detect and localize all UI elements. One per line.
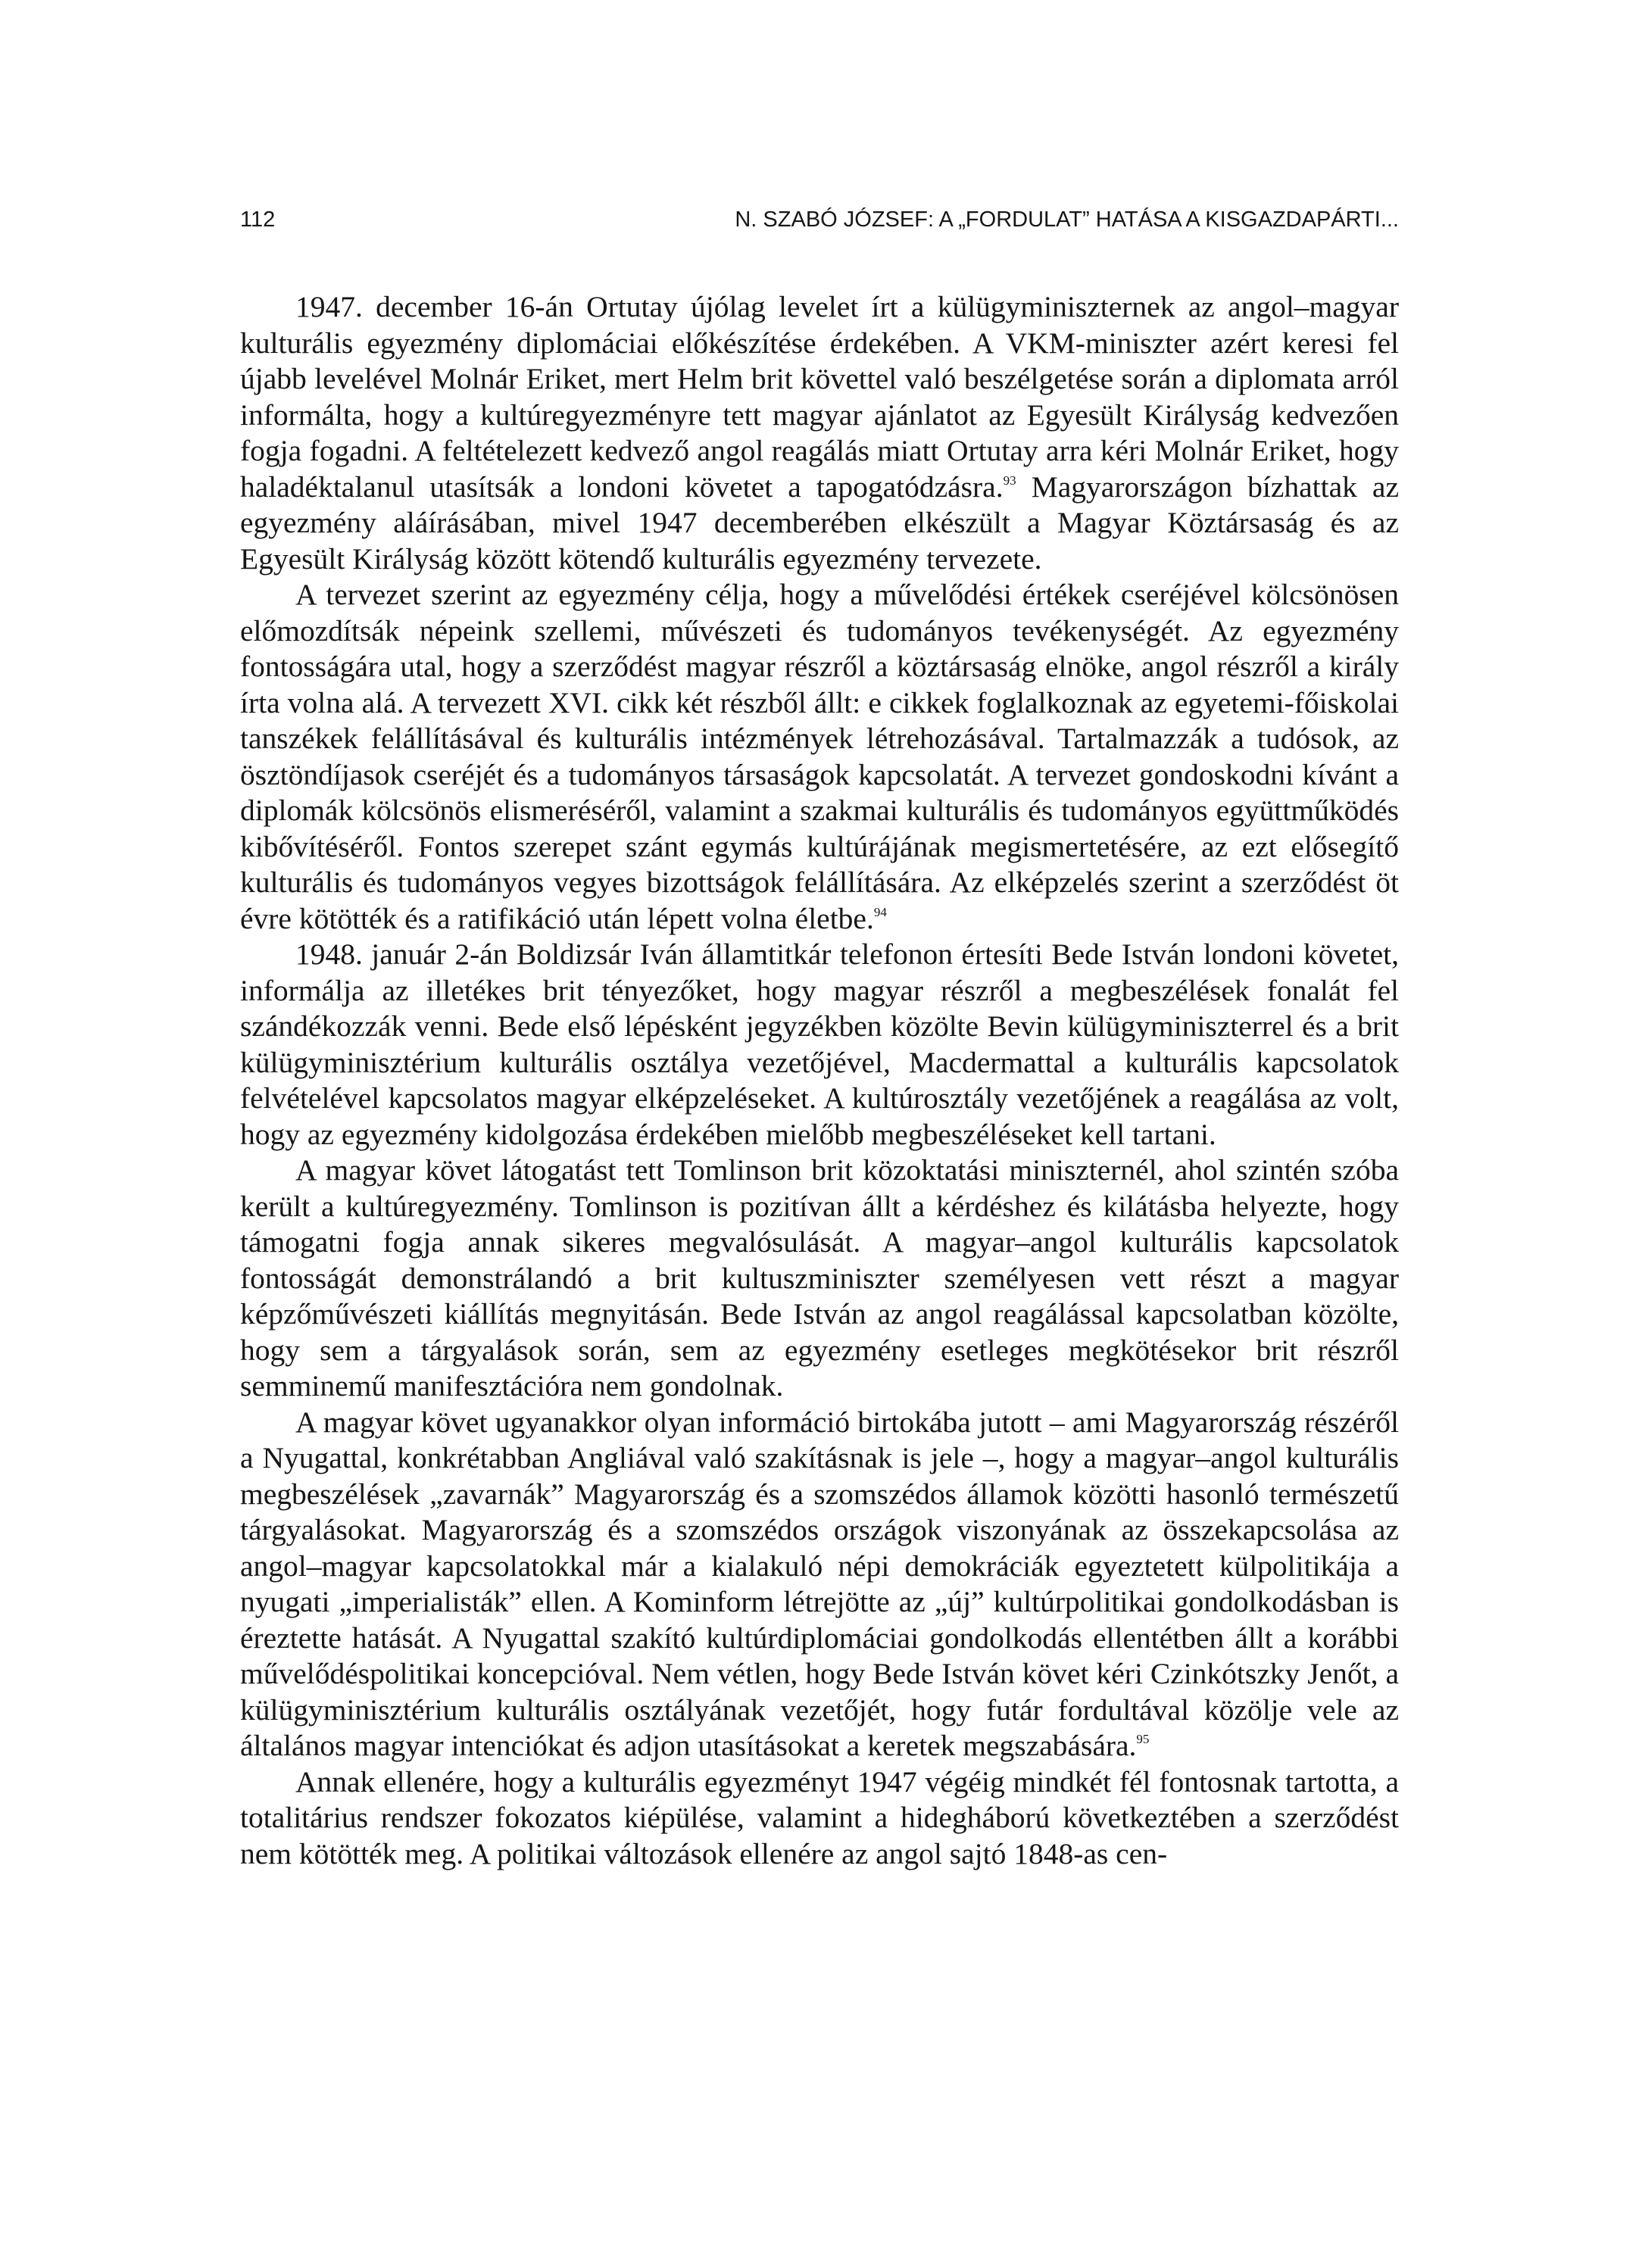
paragraph xyxy=(240,937,1399,1153)
paragraph-text: 1948. január 2-án Boldizsár Iván államtitkár telefonon értesíti Bede István londoni követet, informálja az illetékes brit tényezőket, hogy magyar részről a megbeszélések fonalát fel szándékozzák venni. Bede első lépésként jegyzékben közölte Bevin külügyminiszterrel és a brit külügyminisztérium kulturális osztálya vezetőjével, Macdermattal a kulturális kapcsolatok felvételével kapcsolatos magyar elképzeléseket. A kultúrosztály vezetőjének a reagálása az volt, hogy az egyezmény kidolgozása érdekében mielőbb megbeszéléseket kell tartani. xyxy=(240,937,1399,1151)
paragraph xyxy=(240,1405,1399,1764)
paragraph-text: Annak ellenére, hogy a kulturális egyezményt 1947 végéig mindkét fél fontosnak tartotta, a totalitárius rendszer fokozatos kiépülése, valamint a hidegháború következtében a szerződést nem kötötték meg. A politikai változások ellenére az angol sajtó 1848-as cen- xyxy=(240,1764,1399,1870)
paragraph-text: A magyar követ ugyanakkor olyan információ birtokába jutott – ami Magyarország részéről a Nyugattal, konkrétabban Angliával való szakításnak is jele –, hogy a magyar–angol kulturális megbeszélések „zavarnák” Magyarország és a szomszédos államok közötti hasonló természetű tárgyalásokat. Magyarország és a szomszédos országok viszonyának az összekapcsolása az angol–magyar kapcsolatokkal már a kialakuló népi demokráciák egyeztetett külpolitikája a nyugati „imperialisták” ellen. A Kominform létrejötte az „új” kultúrpolitikai gondolkodásban is éreztette hatását. A Nyugattal szakító kultúrdiplomáciai gondolkodás ellentétben állt a korábbi művelődéspolitikai koncepcióval. Nem vétlen, hogy Bede István követ kéri Czinkótszky Jenőt, a külügyminisztérium kulturális osztályának vezetőjét, hogy futár fordultával közölje vele az általános magyar intenciókat és adjon utasításokat a keretek megszabására. xyxy=(240,1405,1399,1762)
body-text xyxy=(240,289,1399,1872)
paragraph xyxy=(240,1153,1399,1405)
paragraph xyxy=(240,1764,1399,1873)
paragraph xyxy=(240,289,1399,577)
footnote-ref: 93 xyxy=(1003,473,1016,488)
page-number: 112 xyxy=(240,207,276,232)
paragraph-text-cont: Magyarországon bízhattak az egyezmény aláírásában, mivel 1947 decemberében elkészült a Magyar Köztársaság és az Egyesült Királyság között kötendő kulturális egyezmény tervezete. xyxy=(240,470,1399,576)
paragraph-text: A magyar követ látogatást tett Tomlinson brit közoktatási miniszternél, ahol szintén szóba került a kultúregyezmény. Tomlinson is pozitívan állt a kérdéshez és kilátásba helyezte, hogy támogatni fogja annak sikeres megvalósulását. A magyar–angol kulturális kapcsolatok fontosságát demonstrálandó a brit kultuszminiszter személyesen vett részt a magyar képzőművészeti kiállítás megnyitásán. Bede István az angol reagálással kapcsolatban közölte, hogy sem a tárgyalások során, sem az egyezmény esetleges megkötésekor brit részről semminemű manifesztációra nem gondolnak. xyxy=(240,1153,1399,1402)
running-head: N. SZABÓ JÓZSEF: A „FORDULAT” HATÁSA A KISGAZDAPÁRTI... xyxy=(735,207,1399,232)
paragraph-text: A tervezet szerint az egyezmény célja, hogy a művelődési értékek cseréjével kölcsönösen előmozdítsák népeink szellemi, művészeti és tudományos tevékenységét. Az egyezmény fontosságára utal, hogy a szerződést magyar részről a köztársaság elnöke, angol részről a király írta volna alá. A tervezett XVI. cikk két részből állt: e cikkek foglalkoznak az egyetemi-főiskolai tanszékek felállításával és kulturális intézmények létrehozásával. Tartalmazzák a tudósok, az ösztöndíjasok cseréjét és a tudományos társaságok kapcsolatát. A tervezet gondoskodni kívánt a diplomák kölcsönös elismeréséről, valamint a szakmai kulturális és tudományos együttműködés kibővítéséről. Fontos szerepet szánt egymás kultúrájának megismertetésére, az ezt elősegítő kulturális és tudományos vegyes bizottságok felállítására. Az elképzelés szerint a szerződést öt évre kötötték és a ratifikáció után lépett volna életbe. xyxy=(240,578,1399,935)
paragraph-text: 1947. december 16-án Ortutay újólag levelet írt a külügyminiszternek az angol–magyar kulturális egyezmény diplomáciai előkészítése érdekében. A VKM-miniszter azért keresi fel újabb levelével Molnár Eriket, mert Helm brit követtel való beszélgetése során a diplomata arról informálta, hogy a kultúregyezményre tett magyar ajánlatot az Egyesült Királyság kedvezően fogja fogadni. A feltételezett kedvező angol reagálás miatt Ortutay arra kéri Molnár Eriket, hogy haladéktalanul utasítsák a londoni követet a tapogatódzásra. xyxy=(240,290,1399,504)
paragraph xyxy=(240,577,1399,937)
footnote-ref: 94 xyxy=(873,904,887,919)
footnote-ref: 95 xyxy=(1136,1732,1150,1746)
page-header xyxy=(240,204,1399,235)
